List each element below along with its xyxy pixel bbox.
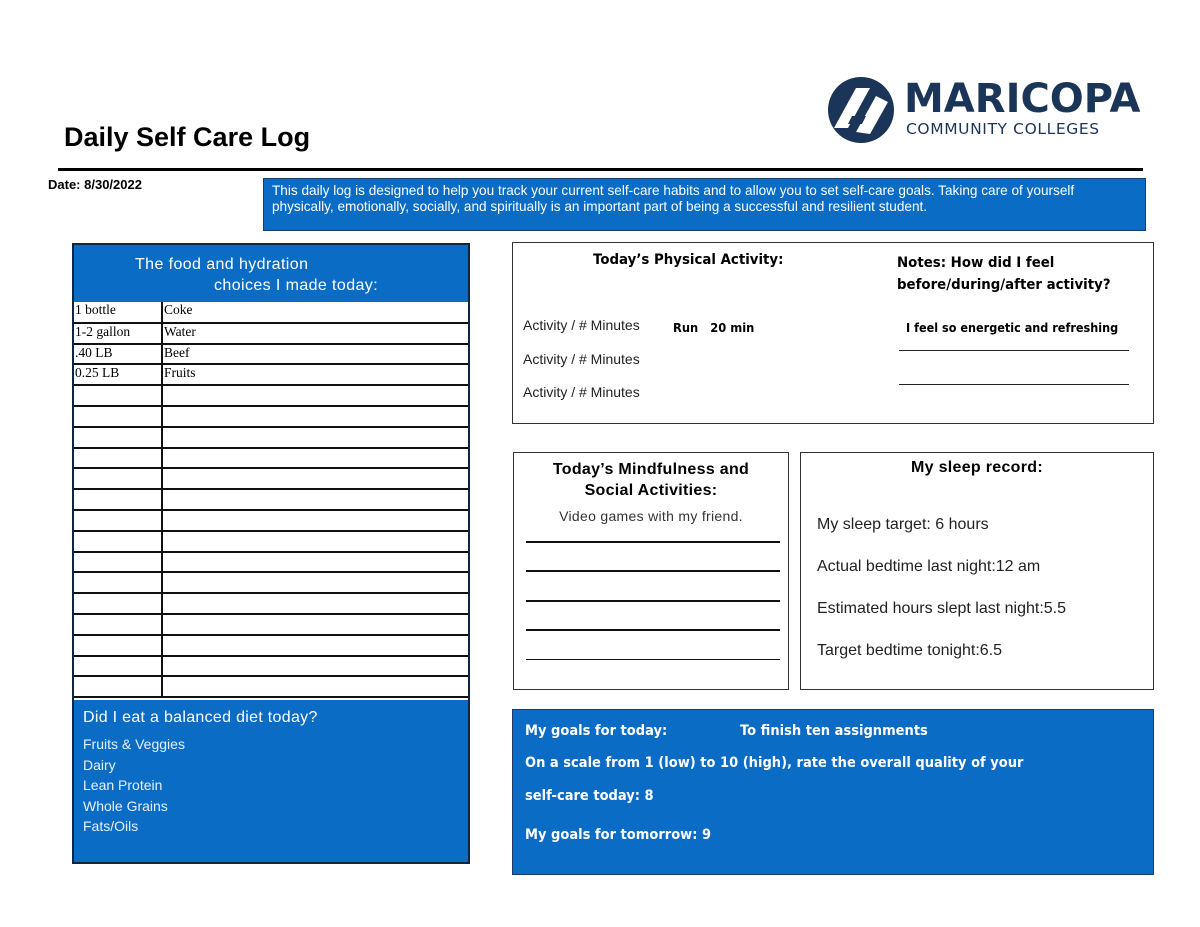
food-row [74,676,468,697]
date-label: Date: 8/30/2022 [48,177,142,192]
food-quantity-cell[interactable] [74,531,162,552]
food-row [74,323,468,344]
food-item-cell[interactable] [162,572,468,593]
food-panel-heading [74,245,468,302]
food-quantity-cell[interactable] [74,572,162,593]
note-line-3 [899,384,1129,385]
balanced-diet-question: Did I eat a balanced diet today? [83,709,318,726]
target-bedtime-tonight: Target bedtime tonight:6.5 [817,642,1003,659]
food-row [74,448,468,469]
mindfulness-panel [513,452,789,690]
food-quantity-cell[interactable] [74,427,162,448]
food-row [74,385,468,406]
food-quantity-cell[interactable] [74,468,162,489]
food-item-cell[interactable] [162,635,468,656]
food-row [74,656,468,677]
activity-notes-title [897,252,1111,296]
food-row [74,552,468,573]
food-row [74,489,468,510]
diet-category-item: Lean Protein [83,777,163,793]
food-row [74,427,468,448]
food-quantity-cell[interactable] [74,676,162,697]
notes-title-line1: Notes: How did I feel [897,255,1055,271]
food-quantity-cell[interactable] [74,406,162,427]
food-row [74,468,468,489]
mindfulness-line-2 [526,570,780,572]
goals-panel [512,709,1154,875]
food-item-cell[interactable] [162,427,468,448]
mindfulness-line-4 [526,629,780,631]
balanced-diet-section [74,700,468,862]
food-item-cell[interactable] [162,385,468,406]
hours-slept: Estimated hours slept last night:5.5 [817,600,1067,617]
food-quantity-cell[interactable]: 0.25 LB [74,364,162,385]
goals-today-value: To finish ten assignments [740,723,928,739]
logo-wordmark: MARICOPA [904,76,1141,122]
diet-category-item: Fruits & Veggies [83,736,185,752]
food-item-cell[interactable] [162,656,468,677]
sleep-record-title: My sleep record: [911,459,1043,476]
logo-subtitle: COMMUNITY COLLEGES [906,120,1100,138]
food-quantity-cell[interactable] [74,656,162,677]
goals-today-label: My goals for today: [525,723,668,739]
food-item-cell[interactable] [162,510,468,531]
food-quantity-cell[interactable]: 1-2 gallon [74,323,162,344]
food-item-cell[interactable] [162,614,468,635]
food-item-cell[interactable] [162,448,468,469]
food-item-cell[interactable] [162,676,468,697]
sleep-target: My sleep target: 6 hours [817,516,989,533]
diet-category-list [83,734,459,837]
food-item-cell[interactable]: Fruits [162,364,468,385]
food-row [74,406,468,427]
mindfulness-title [514,459,788,501]
page-title: Daily Self Care Log [64,122,311,152]
activity-label-1: Activity / # Minutes [523,317,640,333]
maricopa-logo-mark-icon [826,76,896,144]
notes-title-line2: before/during/after activity? [897,277,1111,293]
activity-label-2: Activity / # Minutes [523,351,640,367]
food-item-cell[interactable] [162,406,468,427]
food-row [74,614,468,635]
food-quantity-cell[interactable] [74,552,162,573]
food-row [74,364,468,385]
mindfulness-line-1 [526,541,780,543]
food-quantity-cell[interactable] [74,635,162,656]
food-row [74,635,468,656]
diet-category-item: Fats/Oils [83,818,139,834]
food-quantity-cell[interactable]: .40 LB [74,344,162,365]
food-item-cell[interactable] [162,552,468,573]
food-hydration-panel [72,243,470,864]
diet-category-item: Dairy [83,756,116,773]
food-heading-line1: The food and hydration [135,256,309,273]
food-quantity-cell[interactable] [74,614,162,635]
note-line-2 [899,350,1129,351]
activity-value-1: Run 20 min [673,320,755,335]
mindfulness-line-5 [526,659,780,660]
physical-activity-title: Today’s Physical Activity: [593,252,784,268]
goals-tomorrow: My goals for tomorrow: 9 [525,827,712,843]
food-item-cell[interactable]: Water [162,323,468,344]
food-item-cell[interactable]: Beef [162,344,468,365]
food-item-cell[interactable] [162,489,468,510]
food-quantity-cell[interactable] [74,489,162,510]
selfcare-scale-question: On a scale from 1 (low) to 10 (high), rate the overall quality of your [525,755,1024,771]
actual-bedtime: Actual bedtime last night:12 am [817,558,1041,575]
mindfulness-title-line2: Social Activities: [584,482,718,499]
food-row [74,572,468,593]
food-quantity-cell[interactable] [74,593,162,614]
header-divider [58,168,1143,171]
food-item-cell[interactable] [162,468,468,489]
food-quantity-cell[interactable] [74,448,162,469]
food-row [74,302,468,323]
food-row [74,593,468,614]
physical-activity-panel [512,242,1154,424]
selfcare-score: self-care today: 8 [525,788,654,804]
diet-category-item: Whole Grains [83,797,168,814]
food-item-cell[interactable]: Coke [162,302,468,323]
food-row [74,531,468,552]
mindfulness-entry: Video games with my friend. [559,508,743,524]
food-heading-line2: choices I made today: [214,277,379,294]
mindfulness-title-line1: Today’s Mindfulness and [552,461,750,478]
mindfulness-line-3 [526,600,780,602]
food-item-cell[interactable] [162,593,468,614]
food-row [74,510,468,531]
food-log-table [74,302,468,698]
activity-note-1: I feel so energetic and refreshing [906,320,1119,335]
activity-label-3: Activity / # Minutes [523,384,640,400]
food-quantity-cell[interactable] [74,510,162,531]
maricopa-logo [826,72,1156,148]
intro-banner: This daily log is designed to help you track your current self-care habits and to allow you to set self-care goals. Taking care of yourself physically, emotionally, socially, and spiritually is an important part of being a successful and resilient student. [263,178,1146,231]
food-quantity-cell[interactable]: 1 bottle [74,302,162,323]
sleep-record-panel [800,452,1154,690]
food-quantity-cell[interactable] [74,385,162,406]
food-row [74,344,468,365]
food-item-cell[interactable] [162,531,468,552]
